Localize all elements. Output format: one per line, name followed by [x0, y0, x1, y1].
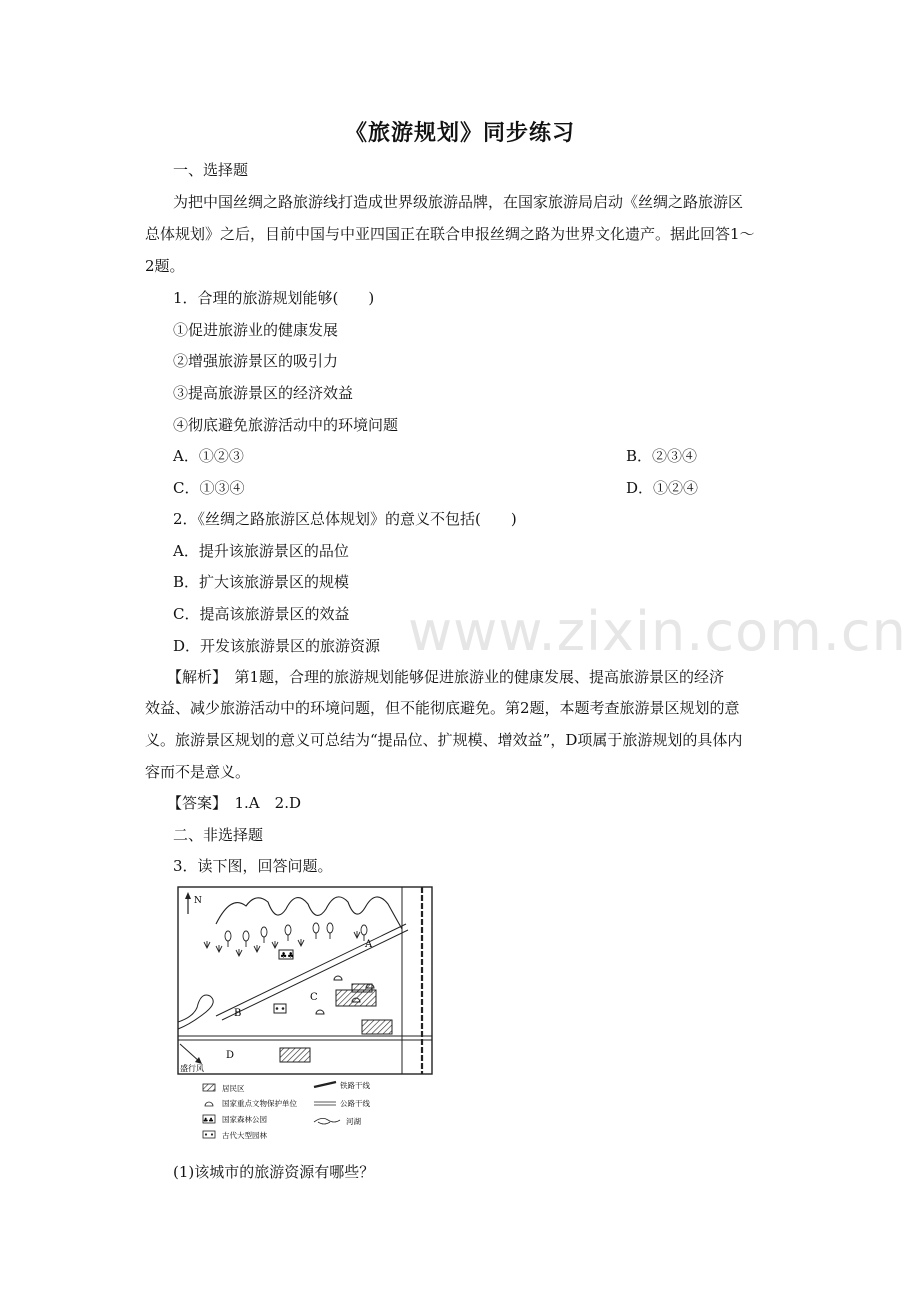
question-1-item: ①促进旅游业的健康发展: [173, 321, 339, 339]
analysis-line-4: 容而不是意义。: [145, 763, 251, 781]
residential-area: [362, 1020, 392, 1034]
question-3-stem: 3．读下图，回答问题。: [173, 857, 333, 875]
wind-label: 盛行风: [180, 1064, 204, 1073]
intro-line-3: 2题。: [145, 257, 185, 275]
map-label-c: C: [310, 992, 318, 1003]
north-label: N: [194, 896, 202, 906]
residential-area: [352, 984, 372, 992]
legend-highway: 公路干线: [340, 1099, 370, 1108]
legend-relic: 国家重点文物保护单位: [222, 1099, 297, 1108]
highway-diagonal-2: [222, 930, 408, 1020]
map-label-b: B: [234, 1008, 242, 1019]
question-1-item: ④彻底避免旅游活动中的环境问题: [173, 416, 399, 434]
section-heading-nonchoice: 二、非选择题: [173, 826, 264, 844]
legend-residential: 居民区: [222, 1084, 245, 1093]
analysis-line-1: 【解析】 第1题，合理的旅游规划能够促进旅游业的健康发展、提高旅游景区的经济: [167, 668, 725, 686]
map-label-a: A: [365, 939, 373, 950]
legend-forest: 国家森林公园: [222, 1115, 267, 1124]
question-1-option-d: D．①②④: [626, 479, 699, 497]
question-2-option: A．提升该旅游景区的品位: [173, 542, 349, 560]
city-map-figure: [176, 884, 438, 1154]
question-1-item: ②增强旅游景区的吸引力: [173, 352, 339, 370]
answer-line: 【答案】 1.A 2.D: [167, 794, 301, 812]
question-2-option: D．开发该旅游景区的旅游资源: [173, 637, 381, 655]
lake: [178, 995, 213, 1029]
watermark: www.zixin.com.cn: [408, 600, 907, 663]
map-label-d: D: [226, 1050, 235, 1061]
mountain-range: [216, 897, 402, 929]
analysis-line-2: 效益、减少旅游活动中的环境问题，但不能彻底避免。第2题，本题考查旅游景区规划的意: [145, 699, 740, 717]
question-1-option-a: A．①②③: [173, 447, 244, 465]
svg-text:♣♣: ♣♣: [203, 1117, 214, 1124]
question-2-option: C．提高该旅游景区的效益: [173, 605, 350, 623]
map-legend: [203, 1080, 370, 1140]
question-1-item: ③提高旅游景区的经济效益: [173, 384, 354, 402]
section-heading-choice: 一、选择题: [173, 161, 249, 179]
intro-line-2: 总体规划》之后，目前中国与中亚四国正在联合申报丝绸之路为世界文化遗产。据此回答1～: [145, 225, 755, 243]
legend-lake: 河湖: [346, 1117, 361, 1126]
forest-park-glyph: ♣♣: [280, 951, 295, 960]
question-1-option-c: C．①③④: [173, 479, 245, 497]
question-3-sub-1: (1)该城市的旅游资源有哪些？: [173, 1163, 375, 1181]
wind-arrow-icon: [180, 1044, 200, 1062]
residential-area: [280, 1048, 310, 1062]
question-2-option: B．扩大该旅游景区的规模: [173, 573, 350, 591]
question-2-stem: 2．《丝绸之路旅游区总体规划》的意义不包括( ): [173, 510, 517, 528]
page-title: 《旅游规划》同步练习: [344, 120, 575, 146]
legend-garden: 古代大型园林: [222, 1131, 267, 1140]
intro-line-1: 为把中国丝绸之路旅游线打造成世界级旅游品牌，在国家旅游局启动《丝绸之路旅游区: [173, 193, 744, 211]
legend-railway: 铁路干线: [340, 1081, 370, 1090]
question-1-option-b: B．②③④: [626, 447, 698, 465]
analysis-line-3: 义。旅游景区规划的意义可总结为“提品位、扩规模、增效益”，D项属于旅游规划的具体内: [145, 731, 743, 749]
forest-trees: [225, 923, 367, 947]
north-arrow-icon: [185, 892, 191, 914]
question-1-stem: 1．合理的旅游规划能够( ): [173, 289, 375, 307]
